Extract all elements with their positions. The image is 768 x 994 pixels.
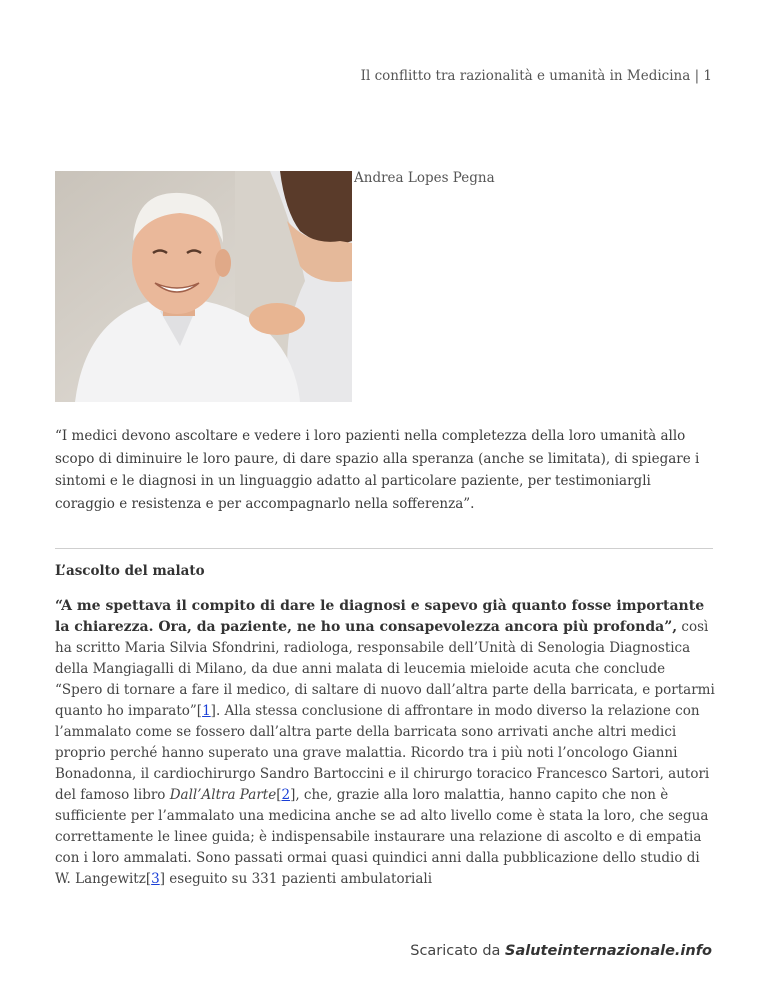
section-heading: L’ascolto del malato — [55, 563, 205, 579]
body-text-part-5: ] eseguito su 331 pazienti ambulatoriali — [159, 871, 433, 887]
body-text-part-2: ]. Alla stessa conclusione di affrontare in modo diverso la relazione con l’ammalato come se fossero dall’altra parte della barricata sono arrivati anche altri medici proprio perché hanno superato una grave malattia. Ricordo tra i più noti l’oncologo Gianni Bonadonna, il cardiochirurgo Sandro Bartoccini e il chirurgo toracico Francesco Sartori, autori del famoso libro — [55, 703, 710, 803]
section-divider — [55, 548, 713, 549]
body-text-part-1: così ha scritto Maria Silvia Sfondrini, radiologa, responsabile dell’Unità di Senologia Diagnostica della Mangiagalli di Milano, da due anni malata di leucemia mieloide acuta che conclude “Spero di tornare a fare il medico, di saltare di nuovo dall’altra parte della barricata, e portarmi quanto ho imparato”[ — [55, 619, 715, 719]
reference-link-2[interactable]: 2 — [281, 787, 291, 803]
photo-elderly-patient-with-doctor-icon — [55, 171, 352, 402]
lead-quote: “A me spettava il compito di dare le diagnosi e sapevo già quanto fosse importante la chiarezza. Ora, da paziente, ne ho una consapevolezza ancora più profonda”, — [55, 598, 705, 635]
article-body — [55, 596, 715, 890]
footer-brand: Saluteinternazionale.info — [505, 943, 712, 959]
running-header: Il conflitto tra razionalità e umanità in Medicina | 1 — [360, 68, 712, 84]
page-footer — [410, 943, 712, 959]
reference-link-1[interactable]: 1 — [202, 703, 211, 719]
article-author: Andrea Lopes Pegna — [354, 170, 495, 186]
reference-link-3[interactable]: 3 — [151, 871, 160, 887]
book-title: Dall’Altra Parte — [169, 787, 277, 803]
article-photo — [55, 171, 352, 402]
body-text-part-4: ], che, grazie alla loro malattia, hanno capito che non è sufficiente per l’ammalato una medicina anche se ad alto livello come è stata la loro, che segua correttamente le linee guida; è indispensabile instaurare una relazione di ascolto e di empatia con i loro ammalati. Sono passati ormai quasi quindici anni dalla pubblicazione dello studio di W. Langewitz[ — [55, 787, 709, 887]
footer-prefix: Scaricato da — [410, 943, 506, 959]
intro-quote: “I medici devono ascoltare e vedere i loro pazienti nella completezza della loro umanità allo scopo di diminuire le loro paure, di dare spazio alla speranza (anche se limitata), di spiegare i sintomi e le diagnosi in un linguaggio adatto al particolare paziente, per testimoniargli coraggio e resistenza e per accompagnarlo nella sofferenza”. — [55, 428, 700, 512]
body-text-part-3: [ — [276, 787, 282, 803]
